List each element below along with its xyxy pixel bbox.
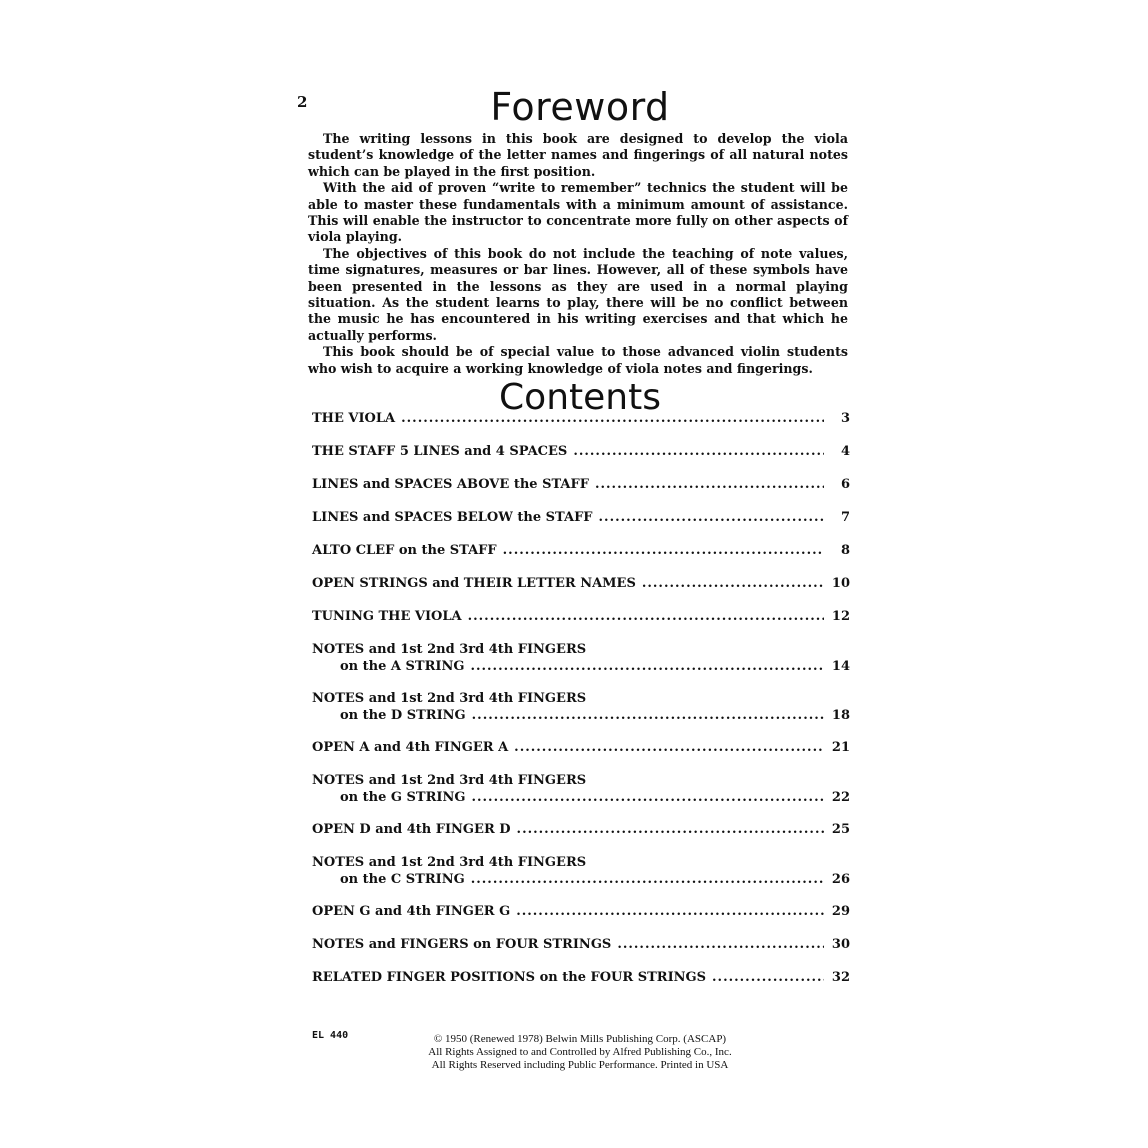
toc-entry-title: THE STAFF 5 LINES and 4 SPACES	[312, 444, 568, 459]
toc-page-number: 7	[840, 510, 850, 525]
toc-entry-subtitle: on the D STRING	[340, 708, 466, 723]
toc-page-number: 12	[831, 609, 850, 624]
toc-entry-title: NOTES and 1st 2nd 3rd 4th FINGERS	[312, 642, 587, 657]
dot-leader	[573, 443, 824, 460]
toc-entry	[312, 575, 850, 592]
toc-entry-title: LINES and SPACES BELOW the STAFF	[312, 510, 593, 525]
dot-leader	[514, 739, 824, 756]
toc-line	[312, 969, 850, 986]
toc-entry-title: OPEN STRINGS and THEIR LETTER NAMES	[312, 576, 636, 591]
toc-entry-title: THE VIOLA	[312, 411, 396, 426]
toc-page-number: 22	[831, 790, 850, 805]
toc-entry-title: NOTES and 1st 2nd 3rd 4th FINGERS	[312, 773, 587, 788]
toc-entry	[312, 936, 850, 953]
foreword-paragraph: This book should be of special value to those advanced violin students who wish to acquire a working knowledge of viola notes and fingerings.	[308, 344, 848, 376]
toc-page-number: 10	[831, 576, 850, 591]
toc-entry	[312, 476, 850, 493]
dot-leader	[472, 707, 824, 724]
toc-page-number: 8	[840, 543, 850, 558]
toc-page-number: 18	[831, 708, 850, 723]
toc-entry-title: RELATED FINGER POSITIONS on the FOUR STRINGS	[312, 970, 707, 985]
dot-leader	[712, 969, 824, 986]
toc-entry-subtitle: on the A STRING	[340, 659, 465, 674]
dot-leader	[468, 608, 824, 625]
foreword-paragraph: With the aid of proven “write to remember” technics the student will be able to master these fundamentals with a minimum amount of assistance. This will enable the instructor to concentrate more fully on other aspects of viola playing.	[308, 180, 848, 245]
toc-line	[312, 410, 850, 427]
toc-entry	[312, 542, 850, 559]
toc-page-number: 32	[831, 970, 850, 985]
toc-page-number: 25	[831, 822, 850, 837]
dot-leader	[401, 410, 824, 427]
copyright-line: © 1950 (Renewed 1978) Belwin Mills Publishing Corp. (ASCAP)	[433, 1033, 727, 1045]
dot-leader	[617, 936, 824, 953]
page-number: 2	[297, 93, 308, 111]
toc-entry	[312, 969, 850, 986]
toc-entry	[312, 443, 850, 460]
table-of-contents	[312, 410, 850, 1002]
toc-page-number: 3	[840, 411, 850, 426]
dot-leader	[517, 821, 824, 838]
toc-line	[312, 575, 850, 592]
toc-line	[312, 509, 850, 526]
toc-entry	[312, 608, 850, 625]
dot-leader	[599, 509, 824, 526]
toc-line	[312, 476, 850, 493]
toc-page-number: 30	[831, 937, 850, 952]
toc-line	[312, 542, 850, 559]
toc-line	[312, 707, 850, 724]
toc-entry-title: OPEN D and 4th FINGER D	[312, 822, 511, 837]
toc-entry	[312, 821, 850, 838]
toc-entry-title: NOTES and 1st 2nd 3rd 4th FINGERS	[312, 855, 587, 870]
toc-page-number: 29	[831, 904, 850, 919]
toc-entry	[312, 410, 850, 427]
dot-leader	[516, 903, 824, 920]
dot-leader	[595, 476, 824, 493]
toc-page-number: 4	[840, 444, 850, 459]
toc-page-number: 26	[831, 872, 850, 887]
foreword-paragraph: The objectives of this book do not include the teaching of note values, time signatures, measures or bar lines. However, all of these symbols have been presented in the lessons as they are used in a normal playing situation. As the student learns to play, there will be no conflict between the music he has encountered in his writing exercises and that which he actually performs.	[308, 245, 848, 343]
toc-entry	[312, 690, 850, 724]
toc-entry	[312, 903, 850, 920]
copyright-line: All Rights Reserved including Public Performance. Printed in USA	[431, 1059, 729, 1071]
toc-entry-subtitle: on the C STRING	[340, 872, 465, 887]
toc-entry-title: NOTES and 1st 2nd 3rd 4th FINGERS	[312, 691, 587, 706]
foreword-paragraph: The writing lessons in this book are designed to develop the viola student’s knowledge of the letter names and fingerings of all natural notes which can be played in the first position.	[308, 131, 848, 179]
toc-page-number: 14	[831, 659, 850, 674]
toc-line	[312, 936, 850, 953]
toc-line	[312, 658, 850, 675]
copyright-notice	[405, 1033, 755, 1073]
foreword-body	[308, 131, 848, 377]
dot-leader	[470, 658, 823, 675]
toc-line	[312, 739, 850, 756]
dot-leader	[642, 575, 824, 592]
dot-leader	[471, 789, 823, 806]
toc-entry-title: LINES and SPACES ABOVE the STAFF	[312, 477, 589, 492]
foreword-title: Foreword	[490, 85, 670, 129]
toc-entry	[312, 854, 850, 888]
toc-entry	[312, 772, 850, 806]
toc-line	[312, 903, 850, 920]
copyright-line: All Rights Assigned to and Controlled by Alfred Publishing Co., Inc.	[428, 1046, 732, 1058]
contents-title: Contents	[499, 377, 661, 418]
toc-entry-title: NOTES and FINGERS on FOUR STRINGS	[312, 937, 612, 952]
toc-entry-title: ALTO CLEF on the STAFF	[312, 543, 497, 558]
dot-leader	[471, 871, 824, 888]
toc-entry	[312, 739, 850, 756]
toc-entry-subtitle: on the G STRING	[340, 790, 466, 805]
toc-line	[312, 443, 850, 460]
toc-line	[312, 789, 850, 806]
dot-leader	[503, 542, 824, 559]
toc-page-number: 6	[840, 477, 850, 492]
toc-line	[312, 608, 850, 625]
toc-line	[312, 871, 850, 888]
toc-entry-title: TUNING THE VIOLA	[312, 609, 462, 624]
toc-page-number: 21	[831, 740, 850, 755]
toc-entry	[312, 641, 850, 675]
toc-entry	[312, 509, 850, 526]
catalog-code: EL 440	[312, 1030, 349, 1041]
toc-line	[312, 821, 850, 838]
toc-entry-title: OPEN G and 4th FINGER G	[312, 904, 511, 919]
toc-entry-title: OPEN A and 4th FINGER A	[312, 740, 509, 755]
